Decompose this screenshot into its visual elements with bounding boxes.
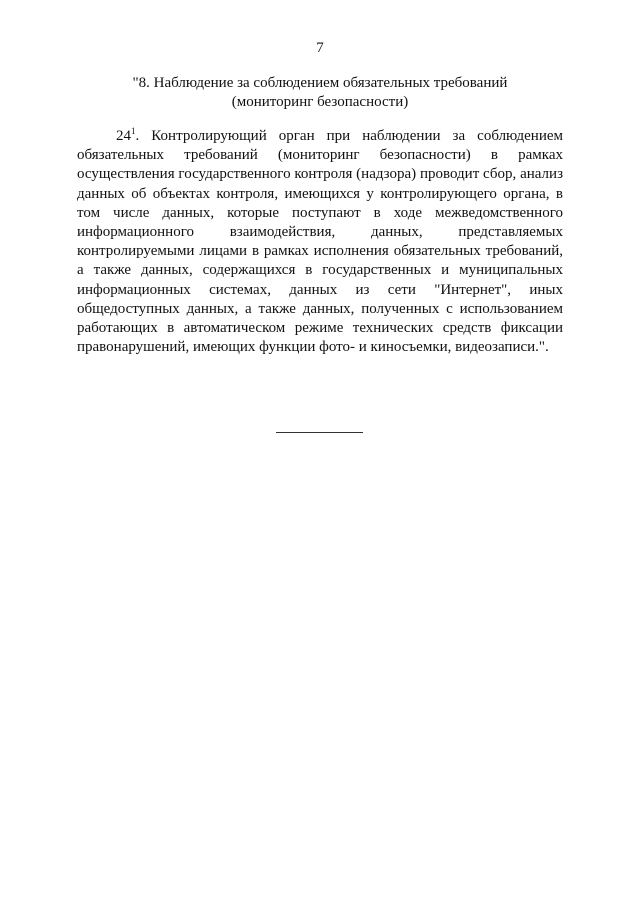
paragraph-text: . Контролирующий орган при наблюдении за соблюдением обязательных требований (мониторинг безопасности) в рамках осуществления государственного контроля (надзора) проводит сбор, анализ данных об объектах контроля, имеющихся у контролирующего органа, в том числе данных, которые поступают в ходе межведомственного информационного взаимодействия, данных, представляемых контролируемыми лицами в рамках исполнения обязательных требований, а также данных, содержащихся в государственных и муниципальных информационных системах, данных из сети "Интернет", иных общедоступных данных, а также данных, полученных с использованием работающих в автоматическом режиме технических средств фиксации правонарушений, имеющих функции фото- и киносъемки, видеозаписи.".: [77, 128, 563, 356]
heading-line-1: "8. Наблюдение за соблюдением обязательных требований: [132, 75, 508, 91]
end-separator-line: [276, 432, 363, 433]
page-number: 7: [316, 40, 324, 56]
paragraph-number: 24: [116, 128, 131, 144]
paragraph-number-superscript: 1: [131, 126, 136, 136]
paragraph-24-1: [77, 127, 563, 357]
heading-line-2: (мониторинг безопасности): [231, 94, 409, 110]
section-heading: [60, 74, 580, 112]
